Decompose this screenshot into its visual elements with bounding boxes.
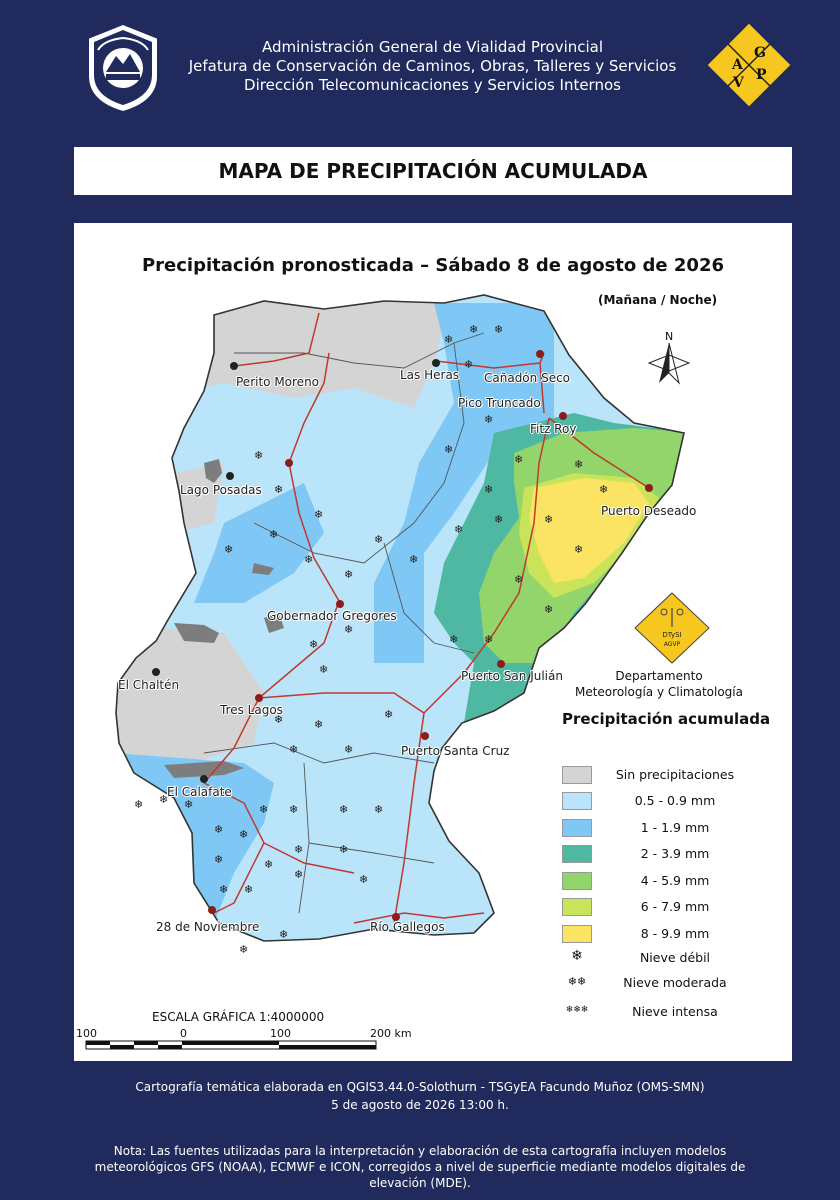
- map-period: (Mañana / Noche): [598, 293, 718, 307]
- snow-light: ❄: [514, 453, 524, 466]
- credit-line: Cartografía temática elaborada en QGIS3.44.0-Solothurn - TSGyEA Facundo Muñoz (OMS-SMN): [135, 1080, 705, 1094]
- scale-label: 200 km: [370, 1027, 412, 1040]
- legend-label: 4 - 5.9 mm: [640, 873, 710, 888]
- snow-light: ❄: [319, 663, 329, 676]
- legend-item: [562, 819, 782, 837]
- legend-item: [562, 898, 782, 916]
- legend-label: 1 - 1.9 mm: [640, 820, 710, 835]
- label-28-de-noviembre: 28 de Noviembre: [156, 920, 260, 934]
- snow-light: ❄: [264, 858, 274, 871]
- snow-light: ❄: [314, 508, 324, 521]
- snow-light: ❄: [339, 843, 349, 856]
- snow-light: ❄: [184, 798, 194, 811]
- map-panel: [74, 223, 792, 1061]
- snow-light: ❄: [484, 483, 494, 496]
- snow-heavy-icon: ❄❄❄: [565, 1005, 589, 1015]
- province-seal-logo: [84, 20, 162, 114]
- snow-light: ❄: [494, 323, 504, 336]
- legend-snow-moderate: [562, 974, 782, 992]
- snow-light: ❄: [274, 713, 284, 726]
- dtysi-logo-text-2: AGVP: [663, 641, 681, 648]
- label-perito-moreno: Perito Moreno: [236, 375, 320, 389]
- label-canadon-seco: Cañadón Seco: [484, 371, 571, 385]
- snow-light: ❄: [289, 743, 299, 756]
- header-line-2: Jefatura de Conservación de Caminos, Obras, Talleres y Servicios: [188, 57, 677, 75]
- snow-light: ❄: [374, 803, 384, 816]
- legend-item: [562, 845, 782, 863]
- snow-light: ❄: [274, 483, 284, 496]
- label-pico-truncado: Pico Truncado: [458, 396, 541, 410]
- legend-label: Sin precipitaciones: [615, 767, 735, 782]
- department-name: [564, 668, 754, 700]
- agvp-logo: [706, 22, 792, 108]
- legend-snow-light: [562, 949, 782, 967]
- legend-snow-heavy: [562, 1003, 782, 1021]
- snow-light: ❄: [544, 513, 554, 526]
- snow-light: ❄: [484, 633, 494, 646]
- legend-label: Nieve intensa: [632, 1004, 718, 1019]
- legend-label: 8 - 9.9 mm: [640, 926, 710, 941]
- header-text: [180, 38, 685, 95]
- dtysi-logo: [635, 593, 709, 663]
- snow-light: ❄: [159, 793, 169, 806]
- agvp-letter-g: G: [754, 45, 766, 61]
- legend-label: 0.5 - 0.9 mm: [634, 793, 716, 808]
- credit-date: 5 de agosto de 2026 13:00 h.: [331, 1098, 509, 1112]
- map-title: Precipitación pronosticada – Sábado 8 de agosto de 2026: [141, 255, 724, 276]
- label-fitz-roy: Fitz Roy: [530, 422, 577, 436]
- legend-swatch: [562, 766, 592, 784]
- snow-light: ❄: [514, 573, 524, 586]
- label-tres-lagos: Tres Lagos: [220, 703, 283, 717]
- legend-swatch: [562, 845, 592, 863]
- snow-light: ❄: [444, 443, 454, 456]
- scale-label: 0: [180, 1027, 187, 1040]
- snow-light: ❄: [449, 633, 459, 646]
- header-line-3: Dirección Telecomunicaciones y Servicios Internos: [244, 76, 621, 94]
- label-las-heras: Las Heras: [400, 368, 460, 382]
- scale-label: 100: [270, 1027, 291, 1040]
- legend-swatch: [562, 819, 592, 837]
- snow-light: ❄: [359, 873, 369, 886]
- label-el-chalten: El Chaltén: [118, 678, 180, 692]
- legend-label: Nieve moderada: [623, 975, 727, 990]
- legend-item: [562, 925, 782, 943]
- snow-light: ❄: [219, 883, 229, 896]
- snow-light: ❄: [384, 708, 394, 721]
- north-arrow: [649, 330, 689, 383]
- snow-light: ❄: [574, 458, 584, 471]
- legend-swatch: [562, 792, 592, 810]
- snow-light: ❄: [484, 413, 494, 426]
- snow-light: ❄: [294, 868, 304, 881]
- scale-label: 100: [76, 1027, 97, 1040]
- snow-light: ❄: [244, 883, 254, 896]
- snow-light: ❄: [544, 603, 554, 616]
- legend-swatch: [562, 872, 592, 890]
- scale-bar: [86, 1041, 376, 1049]
- snow-moderate-icon: ❄❄: [567, 975, 587, 988]
- snow-light: ❄: [454, 523, 464, 536]
- label-gobernador-gregores: Gobernador Gregores: [267, 609, 397, 623]
- snow-light: ❄: [239, 943, 249, 956]
- snow-light: ❄: [134, 798, 144, 811]
- page-title: MAPA DE PRECIPITACIÓN ACUMULADA: [74, 147, 792, 195]
- header-line-1: Administración General de Vialidad Provincial: [261, 38, 604, 56]
- department-line-1: Departamento: [615, 669, 703, 683]
- snow-light: ❄: [344, 568, 354, 581]
- snow-light: ❄: [224, 543, 234, 556]
- legend-label: 6 - 7.9 mm: [640, 899, 710, 914]
- agvp-letter-v: V: [733, 75, 744, 91]
- snow-light: ❄: [409, 553, 419, 566]
- snow-light: ❄: [314, 718, 324, 731]
- legend-swatch: [562, 898, 592, 916]
- label-puerto-santa-cruz: Puerto Santa Cruz: [401, 744, 510, 758]
- dtysi-logo-text-1: DTySI: [662, 631, 682, 639]
- legend-title: Precipitación acumulada: [562, 710, 771, 728]
- agvp-letter-p: P: [756, 67, 767, 83]
- snow-light: ❄: [269, 528, 279, 541]
- legend-label: Nieve débil: [639, 950, 711, 965]
- snow-light: ❄: [214, 823, 224, 836]
- snow-light: ❄: [344, 623, 354, 636]
- snow-light: ❄: [599, 483, 609, 496]
- label-puerto-san-julian: Puerto San Julián: [461, 669, 563, 683]
- snow-light: ❄: [294, 843, 304, 856]
- scale-title: ESCALA GRÁFICA 1:4000000: [152, 1010, 325, 1024]
- snow-light-icon: ❄: [571, 948, 583, 964]
- north-label: N: [665, 330, 674, 343]
- legend-item: [562, 792, 782, 810]
- snow-light: ❄: [444, 333, 454, 346]
- label-el-calafate: El Calafate: [167, 785, 232, 799]
- snow-light: ❄: [374, 533, 384, 546]
- snow-light: ❄: [279, 928, 289, 941]
- snow-light: ❄: [304, 553, 314, 566]
- snow-light: ❄: [464, 358, 474, 371]
- legend-swatch: [562, 925, 592, 943]
- label-rio-gallegos: Río Gallegos: [370, 920, 445, 934]
- snow-light: ❄: [309, 638, 319, 651]
- snow-light: ❄: [254, 449, 264, 462]
- snow-light: ❄: [239, 828, 249, 841]
- snow-light: ❄: [289, 803, 299, 816]
- footer-note: Nota: Las fuentes utilizadas para la interpretación y elaboración de esta cartografía incluyen modelos meteorológicos GFS (NOAA), ECMWF e ICON, corregidos a nivel de superficie mediante modelos digitales de elevación (MDE).: [94, 1144, 746, 1190]
- snow-light: ❄: [469, 323, 479, 336]
- snow-light: ❄: [339, 803, 349, 816]
- agvp-letter-a: A: [732, 57, 743, 73]
- snow-light: ❄: [214, 853, 224, 866]
- footer-credit: [60, 1078, 780, 1114]
- label-puerto-deseado: Puerto Deseado: [601, 504, 697, 518]
- department-line-2: Meteorología y Climatología: [574, 685, 743, 699]
- legend-label: 2 - 3.9 mm: [640, 846, 710, 861]
- snow-light: ❄: [344, 743, 354, 756]
- label-lago-posadas: Lago Posadas: [180, 483, 262, 497]
- snow-light: ❄: [259, 803, 269, 816]
- snow-light: ❄: [494, 513, 504, 526]
- legend-item: [562, 766, 782, 784]
- legend-item: [562, 872, 782, 890]
- snow-light: ❄: [574, 543, 584, 556]
